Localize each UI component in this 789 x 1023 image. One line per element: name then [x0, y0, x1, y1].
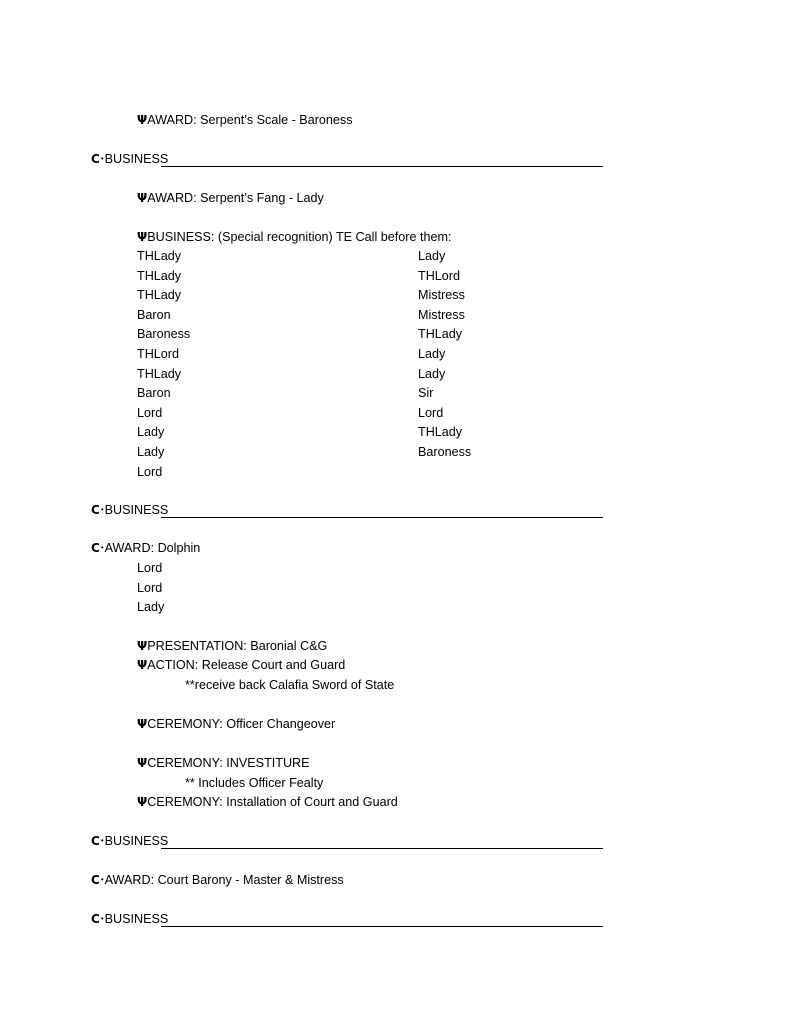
c-mark-icon: C — [91, 912, 100, 926]
dot-icon: • — [100, 505, 104, 514]
action-text: ACTION: Release Court and Guard — [147, 658, 346, 672]
dot-icon: • — [100, 836, 104, 845]
business-line-3 — [91, 833, 168, 849]
recognition-name: Lord — [137, 405, 163, 420]
business-line-2 — [91, 502, 168, 518]
recognition-name: Baron — [137, 307, 171, 322]
business-label: BUSINESS — [104, 152, 169, 166]
recognition-name: Sir — [418, 386, 434, 401]
dolphin-recipient: Lord — [137, 580, 163, 595]
psi-icon: Ψ — [137, 191, 148, 205]
psi-icon: Ψ — [137, 717, 148, 731]
dolphin-recipient: Lady — [137, 600, 165, 615]
recognition-name: THLady — [418, 327, 463, 342]
dolphin-recipients — [137, 560, 164, 619]
recognition-name: Lady — [137, 425, 165, 440]
psi-icon: Ψ — [137, 113, 148, 127]
recognition-name: Baroness — [137, 327, 191, 342]
business-underline — [161, 166, 603, 167]
dolphin-recipient: Lord — [137, 561, 163, 575]
recognition-name: Lady — [418, 346, 446, 361]
recognition-name: Mistress — [418, 288, 465, 303]
investiture-note: ** Includes Officer Fealty — [185, 776, 324, 790]
award-serpent-scale — [137, 112, 353, 128]
business-underline — [161, 926, 603, 927]
action-release — [137, 657, 345, 673]
award-dolphin — [91, 540, 200, 556]
recognition-name: THLord — [137, 346, 179, 361]
psi-icon: Ψ — [137, 658, 148, 672]
business-label: BUSINESS — [104, 503, 169, 517]
c-mark-icon: C — [91, 152, 100, 166]
recognition-left-column — [137, 248, 190, 483]
recognition-name: THLady — [137, 249, 182, 263]
business-line-1 — [91, 151, 168, 167]
award-dolphin-text: AWARD: Dolphin — [104, 541, 201, 555]
action-note: **receive back Calafia Sword of State — [185, 678, 395, 692]
business-line-4 — [91, 911, 168, 927]
award-court-barony — [91, 872, 344, 888]
business-label: BUSINESS — [104, 912, 169, 926]
business-underline — [161, 848, 603, 849]
ceremony-investiture — [137, 755, 310, 771]
award-court-barony-text: AWARD: Court Barony - Master & Mistress — [104, 873, 344, 887]
ceremony-investiture-text: CEREMONY: INVESTITURE — [147, 756, 310, 770]
recognition-name: Lord — [418, 405, 444, 420]
recognition-name: THLord — [418, 268, 460, 283]
recognition-name: Baroness — [418, 444, 472, 459]
psi-icon: Ψ — [137, 230, 148, 244]
ceremony-officer-changeover — [137, 716, 335, 732]
award-serpent-fang-text: AWARD: Serpent’s Fang - Lady — [147, 191, 324, 205]
recognition-name: THLady — [137, 288, 182, 303]
recognition-name: Lady — [137, 444, 165, 459]
dot-icon: • — [100, 543, 104, 552]
recognition-name: THLady — [137, 366, 182, 381]
recognition-name: THLady — [137, 268, 182, 283]
psi-icon: Ψ — [137, 795, 148, 809]
dot-icon: • — [100, 914, 104, 923]
recognition-name: Mistress — [418, 307, 465, 322]
ceremony-installation — [137, 794, 398, 810]
ceremony-officer-text: CEREMONY: Officer Changeover — [147, 717, 336, 731]
psi-icon: Ψ — [137, 756, 148, 770]
c-mark-icon: C — [91, 541, 100, 555]
dot-icon: • — [100, 875, 104, 884]
award-serpent-scale-text: AWARD: Serpent’s Scale - Baroness — [147, 113, 353, 127]
recognition-name: Lady — [418, 249, 446, 263]
c-mark-icon: C — [91, 503, 100, 517]
presentation-text: PRESENTATION: Baronial C&G — [147, 639, 328, 653]
award-serpent-fang — [137, 190, 324, 206]
recognition-name: Lord — [137, 464, 163, 479]
recognition-name: Lady — [418, 366, 446, 381]
dot-icon: • — [100, 154, 104, 163]
c-mark-icon: C — [91, 873, 100, 887]
business-special-recognition — [137, 229, 451, 245]
presentation-baronial — [137, 638, 327, 654]
psi-icon: Ψ — [137, 639, 148, 653]
recognition-right-column — [418, 248, 471, 464]
business-special-text: BUSINESS: (Special recognition) TE Call before them: — [147, 230, 452, 244]
ceremony-installation-text: CEREMONY: Installation of Court and Guard — [147, 795, 398, 809]
c-mark-icon: C — [91, 834, 100, 848]
business-underline — [161, 517, 603, 518]
business-label: BUSINESS — [104, 834, 169, 848]
recognition-name: Baron — [137, 386, 171, 401]
recognition-name: THLady — [418, 425, 463, 440]
